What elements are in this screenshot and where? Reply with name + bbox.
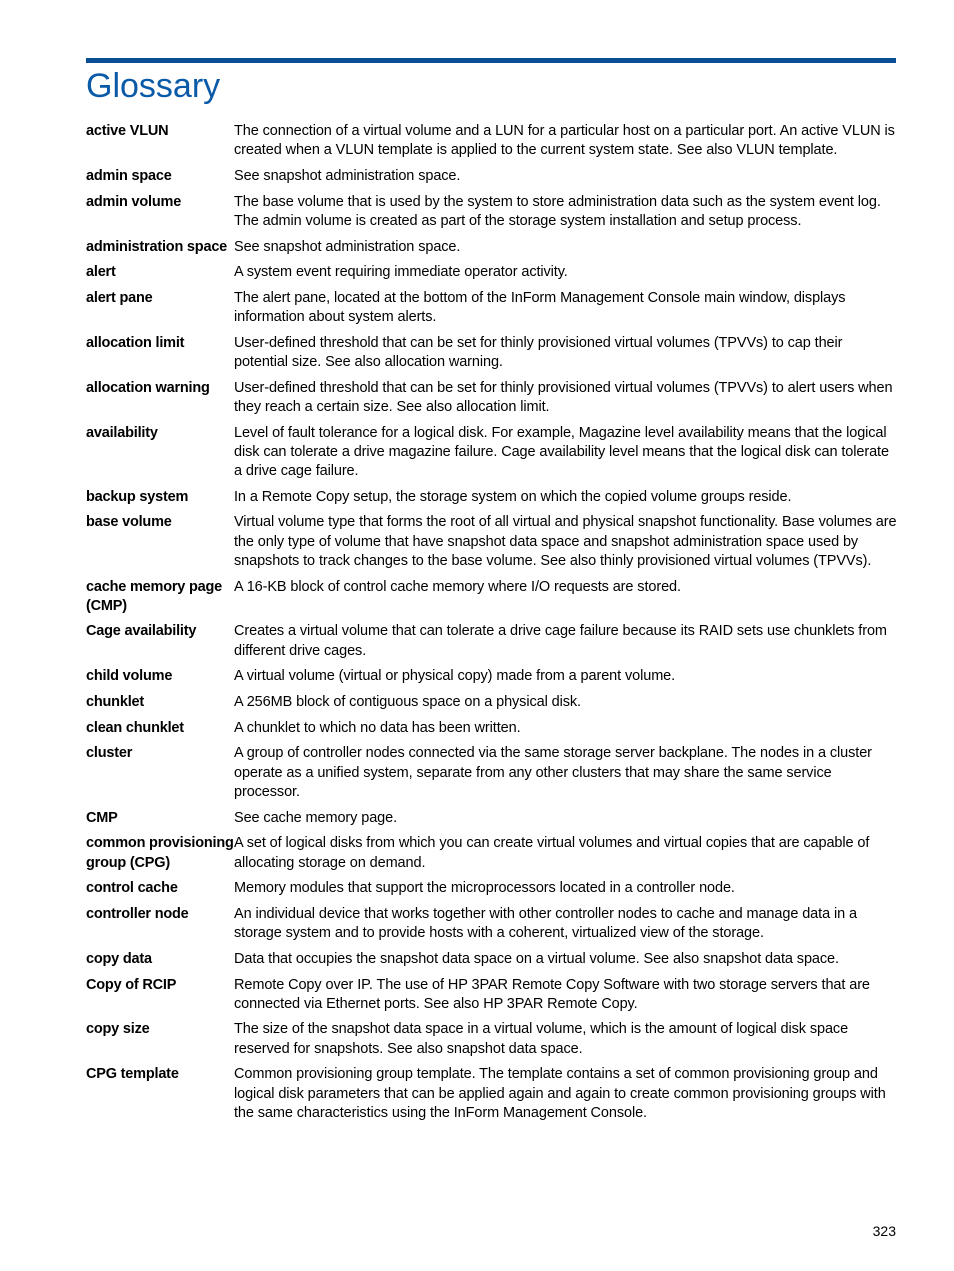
glossary-entry (86, 238, 898, 257)
glossary-term: chunklet (86, 694, 145, 711)
glossary-term: controller node (86, 905, 189, 922)
glossary-entry (86, 513, 898, 571)
glossary-entry (86, 879, 898, 898)
glossary-entry (86, 693, 898, 712)
glossary-definition: A set of logical disks from which you can create virtual volumes and virtual copies that are capable of allocating storage on demand. (234, 835, 870, 871)
glossary-list (86, 122, 898, 1129)
glossary-entry (86, 667, 898, 686)
glossary-entry (86, 834, 898, 872)
glossary-term: control cache (86, 880, 178, 897)
glossary-term: availability (86, 424, 158, 441)
glossary-entry (86, 809, 898, 828)
glossary-definition: Data that occupies the snapshot data space on a virtual volume. See also snapshot data space. (234, 950, 839, 967)
glossary-entry (86, 976, 898, 1014)
glossary-term: common provisioning group (CPG) (86, 835, 234, 871)
glossary-term: administration space (86, 238, 228, 255)
glossary-term: allocation limit (86, 334, 185, 351)
glossary-term: alert (86, 264, 116, 281)
glossary-term: CPG template (86, 1066, 179, 1083)
glossary-entry (86, 334, 898, 372)
glossary-term: copy data (86, 950, 152, 967)
glossary-term: allocation warning (86, 379, 210, 396)
glossary-term: copy size (86, 1021, 150, 1038)
glossary-term: cache memory page (CMP) (86, 578, 223, 614)
glossary-entry (86, 167, 898, 186)
glossary-term: base volume (86, 514, 172, 531)
glossary-term: alert pane (86, 289, 153, 306)
glossary-entry (86, 424, 898, 482)
glossary-definition: The size of the snapshot data space in a virtual volume, which is the amount of logical disk space reserved for snapshots. See also snapshot data space. (234, 1021, 849, 1057)
glossary-entry (86, 744, 898, 802)
glossary-entry (86, 193, 898, 231)
glossary-entry (86, 1065, 898, 1123)
glossary-term: child volume (86, 668, 173, 685)
glossary-definition: Level of fault tolerance for a logical disk. For example, Magazine level availability means that the logical disk can tolerate a drive magazine failure. Cage availability level means that the logical disk can tolerate a drive cage failure. (234, 424, 889, 480)
glossary-definition: A group of controller nodes connected via the same storage server backplane. The nodes in a cluster operate as a unified system, separate from any other clusters that may share the same service processor. (234, 745, 872, 800)
glossary-entry (86, 950, 898, 969)
glossary-term: admin volume (86, 193, 182, 210)
glossary-term: clean chunklet (86, 719, 184, 736)
title-rule (86, 58, 896, 63)
glossary-entry (86, 1020, 898, 1058)
glossary-definition: See snapshot administration space. (234, 238, 461, 255)
glossary-definition: Memory modules that support the microprocessors located in a controller node. (234, 880, 735, 897)
glossary-definition: Remote Copy over IP. The use of HP 3PAR Remote Copy Software with two storage servers that are connected via Ethernet ports. See also HP 3PAR Remote Copy. (234, 976, 870, 1012)
glossary-entry (86, 488, 898, 507)
glossary-definition: The alert pane, located at the bottom of the InForm Management Console main window, displays information about system alerts. (234, 289, 846, 326)
glossary-entry (86, 719, 898, 738)
page-title: Glossary (86, 67, 221, 105)
glossary-definition: An individual device that works together with other controller nodes to cache and manage data in a storage system and to provide hosts with a coherent, virtualized view of the storage. (234, 905, 857, 942)
glossary-term: Copy of RCIP (86, 976, 177, 993)
glossary-definition: Creates a virtual volume that can tolerate a drive cage failure because its RAID sets use chunklets from different drive cages. (234, 623, 887, 659)
glossary-term: Cage availability (86, 623, 197, 640)
glossary-entry (86, 379, 898, 417)
glossary-definition: See cache memory page. (234, 809, 398, 826)
glossary-definition: A system event requiring immediate operator activity. (234, 264, 568, 281)
glossary-definition: Common provisioning group template. The template contains a set of common provisioning group and logical disk parameters that can be applied again and again to create common provisioning groups with the same characteristics using the InForm Management Console. (234, 1066, 886, 1121)
glossary-entry (86, 122, 898, 160)
glossary-definition: User-defined threshold that can be set for thinly provisioned virtual volumes (TPVVs) to cap their potential size. See also allocation warning. (234, 334, 843, 371)
glossary-definition: A 16-KB block of control cache memory where I/O requests are stored. (234, 578, 681, 595)
glossary-entry (86, 289, 898, 327)
glossary-term: admin space (86, 167, 172, 184)
glossary-definition: A chunklet to which no data has been written. (234, 719, 521, 736)
glossary-entry (86, 622, 898, 660)
glossary-entry (86, 578, 898, 616)
glossary-definition: The connection of a virtual volume and a LUN for a particular host on a particular port. An active VLUN is created when a VLUN template is applied to the current system state. See also VLUN template. (234, 123, 895, 159)
glossary-entry (86, 263, 898, 282)
page-number: 323 (872, 1223, 896, 1239)
glossary-term: active VLUN (86, 123, 169, 139)
glossary-definition: A 256MB block of contiguous space on a physical disk. (234, 694, 581, 711)
glossary-term: CMP (86, 809, 118, 826)
glossary-definition: Virtual volume type that forms the root of all virtual and physical snapshot functionality. Base volumes are the only type of volume that have snapshot data space and snapshot administration space used by snapshots to track changes to the base volume. See also thinly provisioned virtual volumes (TPVVs). (234, 514, 897, 569)
glossary-term: backup system (86, 488, 189, 505)
glossary-term: cluster (86, 745, 133, 762)
glossary-entry (86, 905, 898, 943)
glossary-definition: In a Remote Copy setup, the storage system on which the copied volume groups reside. (234, 488, 792, 505)
glossary-definition: See snapshot administration space. (234, 167, 461, 184)
glossary-definition: The base volume that is used by the system to store administration data such as the system event log. The admin volume is created as part of the storage system installation and setup process. (234, 193, 881, 229)
glossary-definition: A virtual volume (virtual or physical copy) made from a parent volume. (234, 668, 676, 685)
glossary-definition: User-defined threshold that can be set for thinly provisioned virtual volumes (TPVVs) to alert users when they reach a certain size. See also allocation limit. (234, 379, 893, 415)
